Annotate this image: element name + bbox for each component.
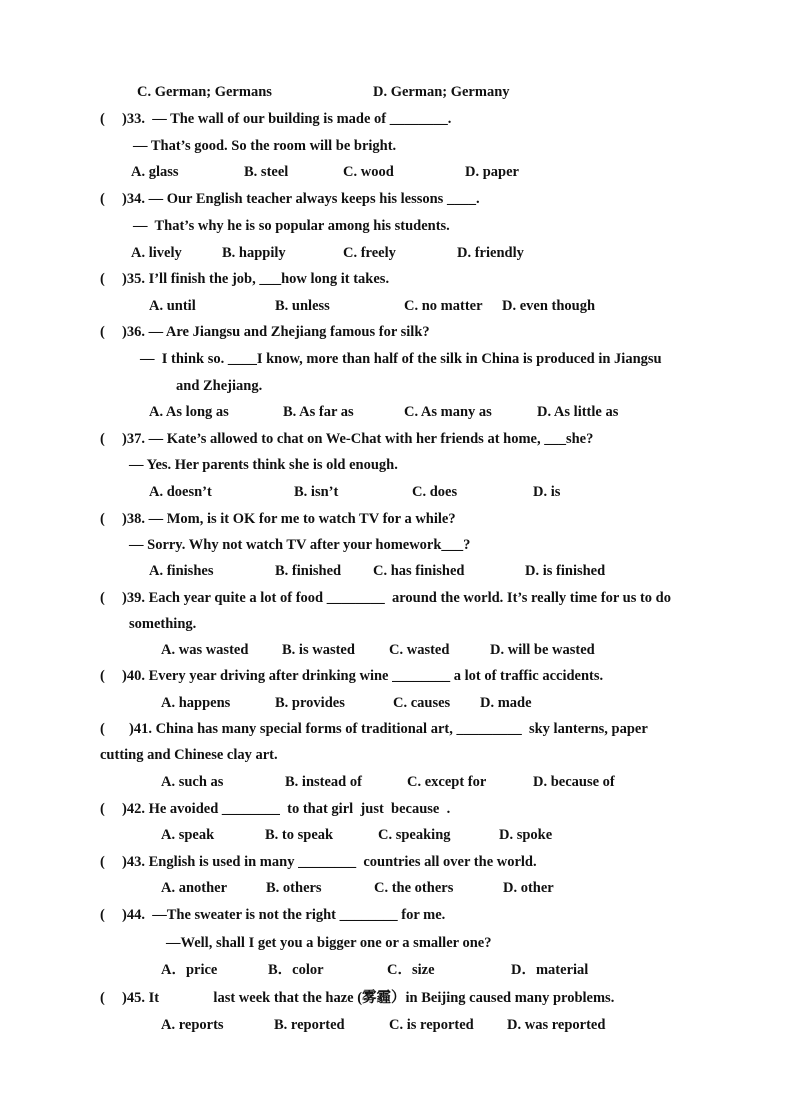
q41-option-a: A. such as: [161, 774, 224, 790]
q34-option-a: A. lively: [131, 245, 182, 261]
q36-option-a: A. As long as: [149, 404, 229, 420]
q45-answer-paren: (: [100, 990, 105, 1006]
q38-stem: )38. — Mom, is it OK for me to watch TV for a while?: [122, 511, 456, 527]
q42-answer-paren: (: [100, 801, 105, 817]
q40-option-c: C. causes: [393, 695, 451, 711]
q44-option-d: D．material: [511, 962, 589, 978]
q32-option-c: C. German; Germans: [137, 84, 272, 100]
q37-stem: )37. — Kate’s allowed to chat on We-Chat with her friends at home, ___she?: [122, 431, 594, 447]
q38-answer-paren: (: [100, 511, 105, 527]
q34-stem: )34. — Our English teacher always keeps his lessons ____.: [122, 191, 480, 207]
q38-option-c: C. has finished: [373, 563, 465, 579]
q43-option-c: C. the others: [374, 880, 454, 896]
q33-option-b: B. steel: [244, 164, 289, 180]
q40-option-b: B. provides: [275, 695, 345, 711]
q35-option-b: B. unless: [275, 298, 330, 314]
q34-option-d: D. friendly: [457, 245, 524, 261]
q36-stem: )36. — Are Jiangsu and Zhejiang famous for silk?: [122, 324, 430, 340]
q33-option-d: D. paper: [465, 164, 519, 180]
q35-answer-paren: (: [100, 271, 105, 287]
q45-option-b: B. reported: [274, 1017, 345, 1033]
q38-option-b: B. finished: [275, 563, 342, 579]
q43-option-b: B. others: [266, 880, 322, 896]
q44-answer-paren: (: [100, 907, 105, 923]
q35-stem: )35. I’ll finish the job, ___how long it takes.: [122, 271, 390, 287]
q33-answer-paren: (: [100, 111, 105, 127]
q36-option-c: C. As many as: [404, 404, 492, 420]
q36-reply-line1: — I think so. ____I know, more than half of the silk in China is produced in Jiangsu: [140, 351, 662, 367]
q38-option-a: A. finishes: [149, 563, 214, 579]
q42-option-d: D. spoke: [499, 827, 553, 843]
q44-reply: —Well, shall I get you a bigger one or a smaller one?: [166, 935, 492, 951]
q39-option-c: C. wasted: [389, 642, 450, 658]
q33-option-a: A. glass: [131, 164, 179, 180]
q39-option-a: A. was wasted: [161, 642, 249, 658]
q33-option-c: C. wood: [343, 164, 394, 180]
q45-option-d: D. was reported: [507, 1017, 606, 1033]
q32-option-d: D. German; Germany: [373, 84, 510, 100]
q37-option-c: C. does: [412, 484, 458, 500]
q37-answer-paren: (: [100, 431, 105, 447]
q36-option-b: B. As far as: [283, 404, 354, 420]
q40-option-a: A. happens: [161, 695, 231, 711]
q34-option-c: C. freely: [343, 245, 396, 261]
q33-stem: )33. — The wall of our building is made of ________.: [122, 111, 452, 127]
q45-stem: )45. It last week that the haze (雾霾）in Beijing caused many problems.: [122, 990, 615, 1006]
q36-answer-paren: (: [100, 324, 105, 340]
q45-option-c: C. is reported: [389, 1017, 474, 1033]
q35-option-a: A. until: [149, 298, 196, 314]
q40-option-d: D. made: [480, 695, 532, 711]
q41-answer-paren: (: [100, 721, 105, 737]
q42-stem: )42. He avoided ________ to that girl just because .: [122, 801, 451, 817]
q37-option-b: B. isn’t: [294, 484, 339, 500]
q40-stem: )40. Every year driving after drinking wine ________ a lot of traffic accidents.: [122, 668, 604, 684]
q43-answer-paren: (: [100, 854, 105, 870]
q45-option-a: A. reports: [161, 1017, 224, 1033]
q41-option-c: C. except for: [407, 774, 487, 790]
q38-option-d: D. is finished: [525, 563, 606, 579]
q34-reply: — That’s why he is so popular among his students.: [133, 218, 450, 234]
q43-option-d: D. other: [503, 880, 554, 896]
q36-option-d: D. As little as: [537, 404, 619, 420]
q37-reply: — Yes. Her parents think she is old enough.: [129, 457, 398, 473]
q44-option-c: C．size: [387, 962, 435, 978]
q34-option-b: B. happily: [222, 245, 286, 261]
q42-option-c: C. speaking: [378, 827, 451, 843]
q40-answer-paren: (: [100, 668, 105, 684]
q35-option-d: D. even though: [502, 298, 596, 314]
q44-stem: )44. —The sweater is not the right ________ for me.: [122, 907, 446, 923]
q41-stem-continued: cutting and Chinese clay art.: [100, 747, 278, 763]
q39-stem-continued: something.: [129, 616, 197, 632]
q41-option-d: D. because of: [533, 774, 615, 790]
q39-stem: )39. Each year quite a lot of food ________ around the world. It’s really time for us to do: [122, 590, 671, 606]
q41-stem: )41. China has many special forms of traditional art, _________ sky lanterns, paper: [129, 721, 648, 737]
q44-option-a: A．price: [161, 962, 218, 978]
q33-reply: — That’s good. So the room will be bright.: [133, 138, 397, 154]
q43-stem: )43. English is used in many ________ countries all over the world.: [122, 854, 537, 870]
q36-reply-line2: and Zhejiang.: [176, 378, 263, 394]
q35-option-c: C. no matter: [404, 298, 483, 314]
q43-option-a: A. another: [161, 880, 228, 896]
q44-option-b: B．color: [268, 962, 324, 978]
q41-option-b: B. instead of: [285, 774, 362, 790]
q37-option-d: D. is: [533, 484, 561, 500]
q39-option-b: B. is wasted: [282, 642, 355, 658]
q34-answer-paren: (: [100, 191, 105, 207]
q42-option-b: B. to speak: [265, 827, 334, 843]
q42-option-a: A. speak: [161, 827, 215, 843]
q38-reply: — Sorry. Why not watch TV after your homework___?: [129, 537, 471, 553]
q37-option-a: A. doesn’t: [149, 484, 212, 500]
q39-answer-paren: (: [100, 590, 105, 606]
q39-option-d: D. will be wasted: [490, 642, 595, 658]
